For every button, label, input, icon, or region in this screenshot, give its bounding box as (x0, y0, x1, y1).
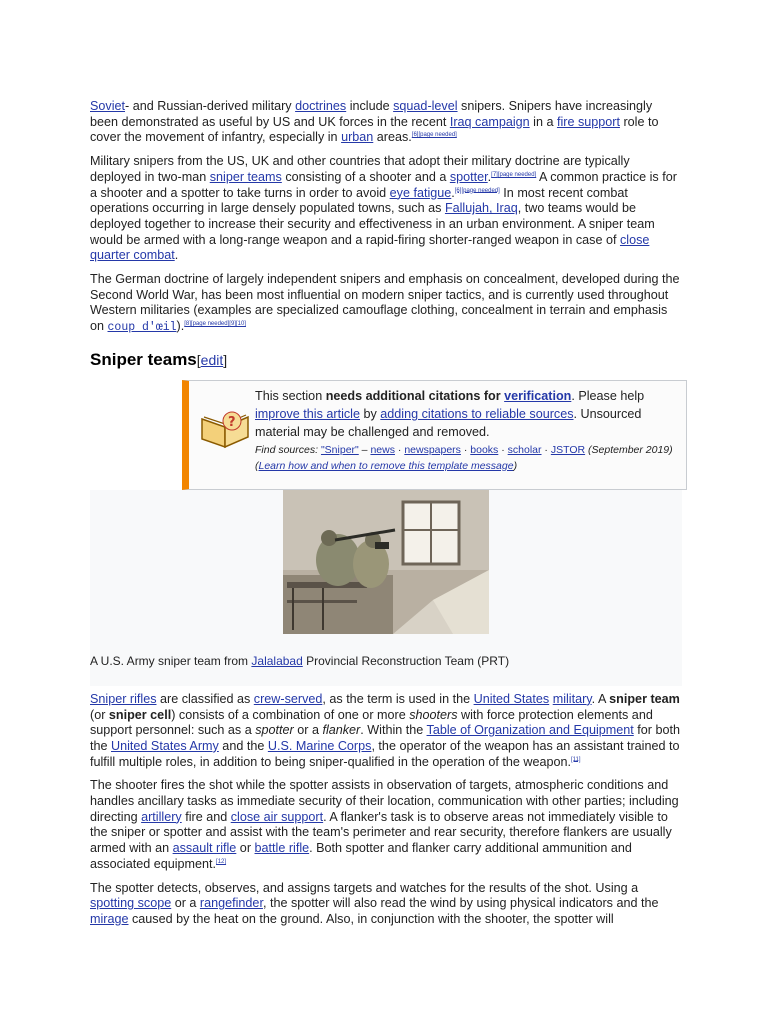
italic-text: spotter (255, 723, 294, 738)
separator: · (498, 443, 508, 456)
figure-wrapper (90, 490, 682, 686)
text: . A (591, 691, 610, 706)
text: or a (293, 723, 323, 738)
find-sources (255, 442, 680, 474)
bold-text: sniper team (609, 691, 680, 706)
date-text: (September 2019) ( (255, 443, 673, 472)
text: snipers. Snipers have increasingly been demonstrated as useful by US and UK forces in the recent (90, 99, 653, 129)
text: . Please help (571, 388, 645, 403)
figure (90, 490, 682, 686)
italic-text: flanker (322, 723, 361, 738)
citation-10[interactable]: [10] (235, 320, 246, 327)
text: fire and (181, 809, 231, 824)
link-jalalabad[interactable]: Jalalabad (251, 653, 303, 668)
notice-text (255, 387, 680, 474)
link-eye-fatigue[interactable]: eye fatigue (389, 185, 452, 200)
text: , the spotter will also read the wind by using physical indicators and the (262, 896, 659, 911)
text: ) (513, 459, 518, 472)
text: , two teams would be deployed together to increase their security and effectiveness in an urban environment. A sniper team would be armed with a long-range weapon and a rapid-firing shorter-ranged weapon in case of (90, 201, 655, 247)
text: caused by the heat on the ground. Also, in conjunction with the shooter, the spotter will (128, 911, 614, 926)
text: . (487, 169, 492, 184)
link-books[interactable]: books (470, 443, 499, 456)
link-learn-remove[interactable]: Learn how and when to remove this template message (258, 459, 514, 472)
paragraph-crew-served (90, 692, 682, 771)
text: and the (218, 738, 268, 753)
text: . Within the (360, 723, 427, 738)
book-question-icon (199, 405, 251, 449)
text: - and Russian-derived military (125, 99, 296, 113)
text: A common practice is for a shooter and a spotter to take turns in order to avoid (90, 169, 677, 200)
section-title: Sniper teams (90, 349, 197, 369)
text: – (358, 443, 371, 456)
page-needed-tag[interactable]: [page needed] (497, 171, 537, 178)
link-coup-doeil[interactable]: coup d'œil (107, 321, 177, 335)
bracket: [ (196, 351, 201, 368)
text: for both the (90, 723, 680, 753)
text: with force protection elements and support personnel: such as a (90, 707, 653, 738)
page-needed-tag[interactable]: [page needed] (418, 132, 457, 139)
page-needed-tag[interactable]: [page needed] (190, 320, 230, 327)
bracket: ] (223, 351, 228, 368)
text: The shooter fires the shot while the spotter assists in observation of targets, atmospheric conditions and handles ancillary tasks as immediate security of their location, communication with other parties; including directing (90, 778, 679, 824)
link-soviet[interactable]: Soviet (90, 99, 126, 113)
link-urban[interactable]: urban (341, 130, 374, 145)
section-heading (90, 350, 682, 370)
italic-text: shooters (409, 707, 458, 722)
text: . A flanker's task is to observe areas not immediately visible to the sniper or spotter and assist with the team's perimeter and rear security, therefore flankers are usually armed with an (90, 809, 672, 856)
text: Military snipers from the US, UK and other countries that adopt their military doctrine are typically deployed in two-man (90, 154, 630, 184)
bold-text: needs additional citations for (325, 388, 505, 403)
citation-8[interactable]: [8] (184, 320, 191, 327)
link-close-air-support[interactable]: close air support (230, 809, 324, 824)
citation-6[interactable]: [6] (411, 132, 419, 139)
paragraph-soviet-doctrine (90, 99, 682, 146)
text: The German doctrine of largely independent snipers and emphasis on concealment, developed during the Second World War, has been most influential on modern sniper tactics, and is currently used throughout Western militaries (examples are specialized camouflage clothing, concealment in terrain and emphasis on (90, 272, 680, 334)
text: include (346, 99, 394, 113)
link-iraq-campaign[interactable]: Iraq campaign (449, 114, 530, 129)
link-close-quarter-combat[interactable]: close quarter combat (90, 232, 650, 263)
link-doctrines[interactable]: doctrines (295, 99, 347, 113)
text: Provincial Reconstruction Team (PRT) (302, 653, 510, 668)
citation-needed-notice (182, 380, 687, 490)
citation-7[interactable]: [7] (491, 171, 498, 178)
link-news[interactable]: news (370, 443, 395, 456)
link-sniper-rifles[interactable]: Sniper rifles (90, 691, 157, 706)
citation-12[interactable]: [12] (216, 858, 227, 865)
edit-link[interactable]: edit (200, 351, 224, 368)
link-military[interactable]: military (552, 691, 592, 706)
link-battle-rifle[interactable]: battle rifle (254, 841, 310, 856)
text: areas. (373, 130, 412, 145)
link-artillery[interactable]: artillery (141, 809, 182, 824)
text: are classified as (156, 691, 254, 706)
link-scholar[interactable]: scholar (507, 443, 542, 456)
link-spotting-scope[interactable]: spotting scope (90, 896, 172, 911)
figure-caption (90, 654, 509, 668)
find-sources-label: Find sources: (255, 443, 321, 456)
link-spotter[interactable]: spotter (449, 169, 488, 184)
link-adding-citations[interactable]: adding citations to reliable sources (380, 406, 574, 421)
link-mirage[interactable]: mirage (90, 911, 129, 926)
link-newspapers[interactable]: newspapers (404, 443, 461, 456)
bold-text: sniper cell (108, 707, 172, 722)
link-us-army[interactable]: United States Army (111, 738, 219, 753)
text: In most recent combat operations occurring in large densely populated towns, such as (90, 185, 628, 216)
text: ). (176, 319, 185, 334)
link-verification[interactable]: verification (504, 388, 572, 403)
text: . (451, 185, 455, 200)
paragraph-german-doctrine (90, 272, 682, 336)
link-fire-support[interactable]: fire support (556, 114, 620, 129)
paragraph-spotter-duties (90, 881, 682, 928)
text: The spotter detects, observes, and assigns targets and watches for the results of the shot. Using a (90, 880, 639, 895)
separator: · (394, 443, 405, 456)
link-rangefinder[interactable]: rangefinder (199, 896, 263, 911)
link-query-sniper[interactable]: "Sniper" (320, 443, 359, 456)
page-needed-tag[interactable]: [page needed] (461, 187, 500, 194)
text: by (359, 406, 381, 421)
citation-6[interactable]: [6] (454, 187, 462, 194)
article-body (90, 99, 682, 936)
separator: · (541, 443, 551, 456)
text: . (174, 248, 179, 263)
link-sniper-teams[interactable]: sniper teams (209, 169, 282, 184)
link-usmc[interactable]: U.S. Marine Corps (267, 738, 372, 753)
link-fallujah[interactable]: Fallujah, Iraq (444, 201, 518, 216)
text: or (236, 841, 255, 856)
text: consisting of a shooter and a (281, 169, 450, 184)
text: in a (529, 114, 557, 129)
link-assault-rifle[interactable]: assault rifle (172, 841, 237, 856)
sniper-team-photo[interactable] (283, 490, 489, 634)
text: , the operator of the weapon has an assistant trained to fulfill multiple roles, in addition to being sniper-qualified in the operation of the weapon. (90, 738, 680, 769)
text: . Both spotter and flanker carry additional ammunition and associated equipment. (90, 841, 632, 871)
text: . Unsourced material may be challenged and removed. (255, 406, 642, 439)
text: This section (255, 388, 326, 403)
link-toe[interactable]: Table of Organization and Equipment (426, 723, 634, 738)
text: A U.S. Army sniper team from (90, 653, 252, 668)
paragraph-shooter-spotter (90, 778, 682, 872)
text: or a (171, 896, 200, 911)
link-crew-served[interactable]: crew-served (253, 691, 323, 706)
link-improve-article[interactable]: improve this article (255, 406, 360, 421)
citation-11[interactable]: [11] (570, 756, 581, 763)
text: (or (90, 707, 109, 722)
link-jstor[interactable]: JSTOR (550, 443, 586, 456)
paragraph-two-man-teams (90, 154, 682, 264)
citation-9[interactable]: [9] (229, 320, 236, 327)
edit-section (197, 352, 227, 368)
link-united-states[interactable]: United States (473, 691, 550, 706)
text: , as the term is used in the (322, 691, 474, 706)
separator: · (460, 443, 471, 456)
link-squad-level[interactable]: squad-level (393, 99, 458, 113)
svg-text:?: ? (228, 414, 236, 430)
text: role to cover the movement of infantry, especially in (90, 114, 659, 145)
text: ) consists of a combination of one or more (171, 707, 410, 722)
